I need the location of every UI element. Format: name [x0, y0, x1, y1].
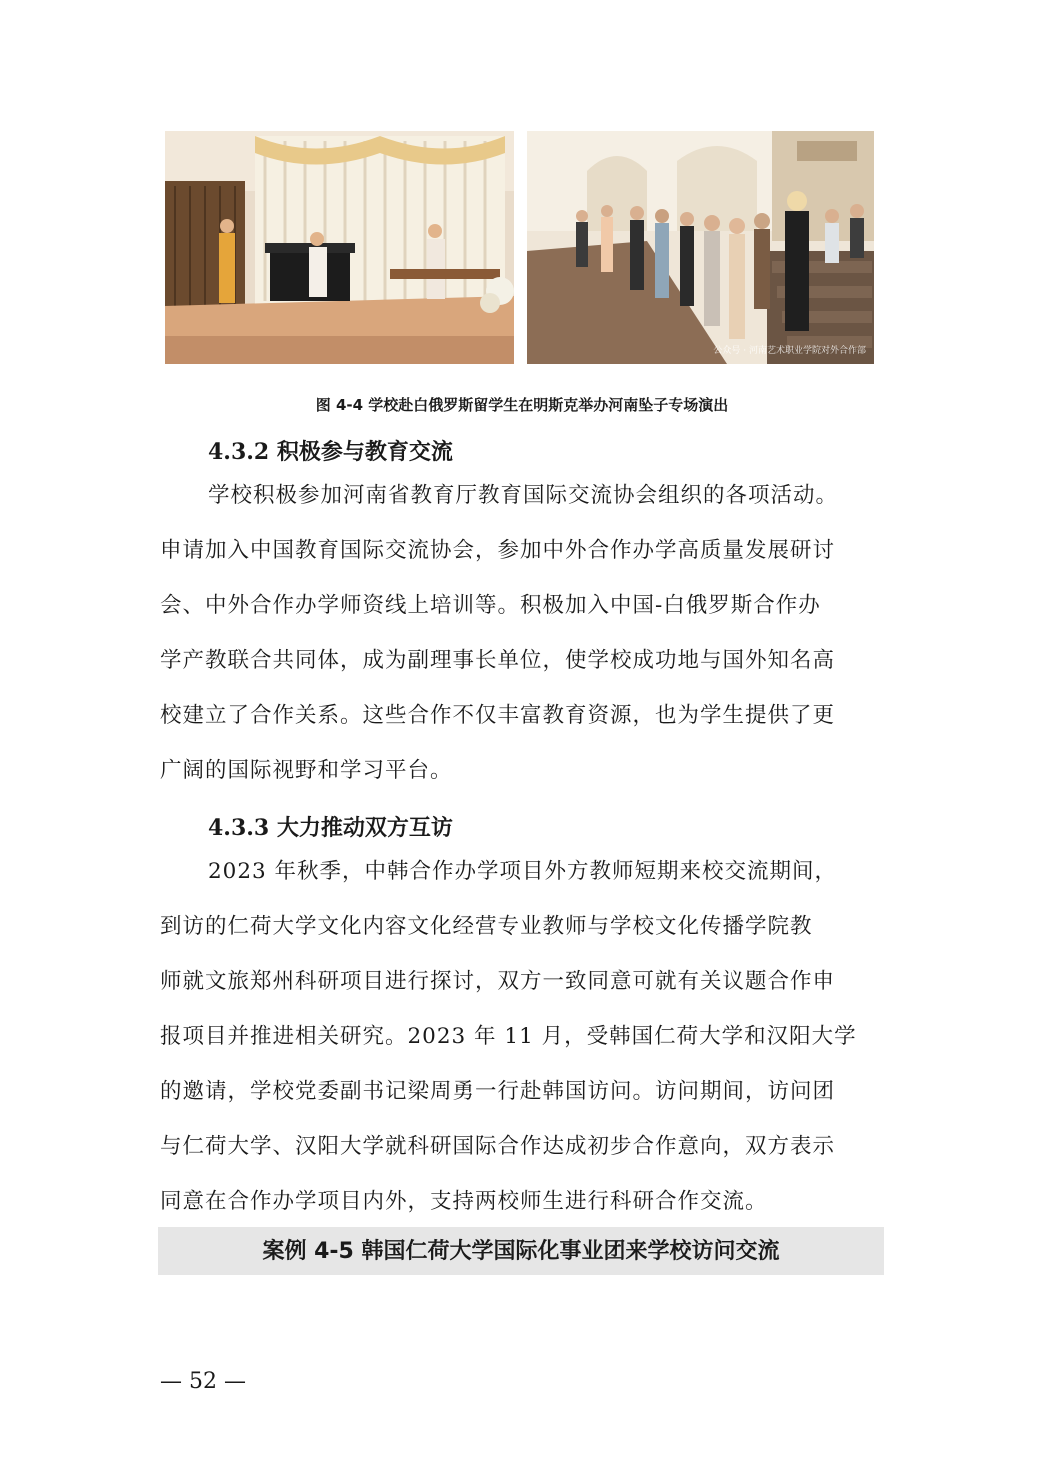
paragraph-line: 校建立了合作关系。这些合作不仅丰富教育资源，也为学生提供了更: [160, 703, 836, 728]
section-4-3-2-paragraph: [160, 468, 882, 798]
paragraph-line: 广阔的国际视野和学习平台。: [160, 758, 453, 783]
page-number: — 52 —: [160, 1369, 246, 1394]
figure-caption: 图 4-4 学校赴白俄罗斯留学生在明斯克举办河南坠子专场演出: [315, 396, 729, 414]
paragraph-line: 师就文旅郑州科研项目进行探讨，双方一致同意可就有关议题合作申: [160, 969, 836, 994]
paragraph-line: 同意在合作办学项目内外，支持两校师生进行科研合作交流。: [160, 1189, 768, 1214]
section-4-3-3-paragraph: [160, 844, 882, 1229]
section-heading-4-3-2: 4.3.2 积极参与教育交流: [208, 439, 453, 465]
audience-photo: [527, 131, 874, 364]
paragraph-line: 学校积极参加河南省教育厅教育国际交流协会组织的各项活动。: [208, 483, 839, 508]
paragraph-line: 2023 年秋季，中韩合作办学项目外方教师短期来校交流期间，: [208, 859, 838, 884]
paragraph-line: 申请加入中国教育国际交流协会，参加中外合作办学高质量发展研讨: [160, 538, 836, 563]
photo-watermark: 公众号 · 河南艺术职业学院对外合作部: [713, 346, 866, 356]
paragraph-line: 的邀请，学校党委副书记梁周勇一行赴韩国访问。访问期间，访问团: [160, 1079, 836, 1104]
paragraph-line: 报项目并推进相关研究。2023 年 11 月，受韩国仁荷大学和汉阳大学: [160, 1024, 857, 1049]
case-title: 案例 4-5 韩国仁荷大学国际化事业团来学校访问交流: [262, 1239, 780, 1264]
section-heading-4-3-3: 4.3.3 大力推动双方互访: [208, 815, 453, 841]
paragraph-line: 到访的仁荷大学文化内容文化经营专业教师与学校文化传播学院教: [160, 914, 813, 939]
case-title-box: [158, 1227, 884, 1275]
concert-stage-photo: [165, 131, 514, 364]
paragraph-line: 学产教联合共同体，成为副理事长单位，使学校成功地与国外知名高: [160, 648, 836, 673]
paragraph-line: 与仁荷大学、汉阳大学就科研国际合作达成初步合作意向，双方表示: [160, 1134, 836, 1159]
paragraph-line: 会、中外合作办学师资线上培训等。积极加入中国-白俄罗斯合作办: [160, 593, 821, 618]
